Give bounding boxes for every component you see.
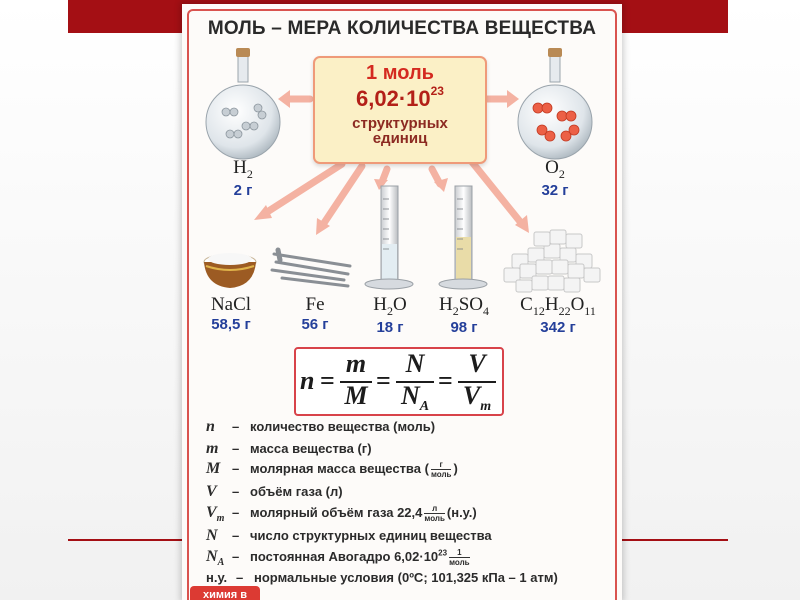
h2so4-label: $H_2SO_4$ 98 г xyxy=(438,294,490,336)
formula-m: m xyxy=(345,349,367,378)
legend-row: n – количество вещества (моль) xyxy=(206,418,436,435)
water-cylinder-icon xyxy=(365,186,413,289)
formula-N: N xyxy=(405,349,425,378)
fe-label: Fe 56 г xyxy=(301,294,329,333)
arrow-to-nacl xyxy=(264,164,342,214)
poster-title: МОЛЬ – МЕРА КОЛИЧЕСТВА ВЕЩЕСТВА xyxy=(207,18,597,39)
sulfuric-acid-cylinder-icon xyxy=(439,186,487,289)
legend-row: V – объём газа (л) xyxy=(206,483,343,500)
avogadro-number: $6,02\cdot 10^{23}$ xyxy=(356,84,444,111)
nacl-label: NaCl 58,5 г xyxy=(210,294,252,333)
formula-eq-1: = xyxy=(320,366,335,395)
sugar-cubes-icon xyxy=(504,230,600,292)
legend-row: M – молярная масса вещества ( $\frac{г}{\text{моль}}$ ) xyxy=(206,460,458,480)
legend-row: m – масса вещества (г) xyxy=(206,440,372,457)
legend-row: $N_A$ – постоянная Авогадро $6,02\cdot 10^{23}$ $\frac{1}{\text{моль}}$ xyxy=(206,548,470,569)
unit-fraction: $\frac{г}{\text{моль}}$ xyxy=(430,460,452,480)
salt-bowl-icon xyxy=(204,253,256,288)
arrow-to-sugar xyxy=(472,162,522,224)
one-mole-box xyxy=(313,56,487,164)
unit-fraction: $\frac{л}{\text{моль}}$ xyxy=(424,504,445,524)
sucrose-label: $C_{12}H_{22}O_{11}$ 342 г xyxy=(520,294,596,336)
formula-Vm: $V_m$ xyxy=(462,381,492,415)
iron-nails-icon xyxy=(272,250,350,286)
formula-NA: $N_A$ xyxy=(400,381,430,415)
mole-poster xyxy=(182,4,622,600)
publisher-tab: химия в xyxy=(190,586,260,600)
o2-flask-icon xyxy=(518,48,592,159)
legend-row: н.у. – нормальные условия (0ºC; 101,325 кПа – 1 атм) xyxy=(206,570,558,585)
legend-row: N – число структурных единиц вещества xyxy=(206,527,492,544)
unit-fraction: $\frac{1}{\text{моль}}$ xyxy=(449,548,470,568)
h2-label: $H_2$ 2 г xyxy=(233,157,253,199)
mole-formula-box xyxy=(294,347,504,416)
one-mole-label: 1 моль xyxy=(366,62,434,84)
formula-eq-2: = xyxy=(376,366,391,395)
formula-n: n xyxy=(300,366,315,395)
formula-M: M xyxy=(344,381,368,410)
h2o-label: $H_2O$ 18 г xyxy=(373,294,407,336)
o2-label: $O_2$ 32 г xyxy=(541,157,569,199)
legend-row: $V_m$ – молярный объём газа 22,4 $\frac{л}{\text{моль}}$ (н.у.) xyxy=(206,504,477,525)
formula-V: V xyxy=(468,349,486,378)
structural-units-label: структурных единиц xyxy=(352,115,448,147)
formula-eq-3: = xyxy=(438,366,453,395)
h2-flask-icon xyxy=(206,48,280,159)
